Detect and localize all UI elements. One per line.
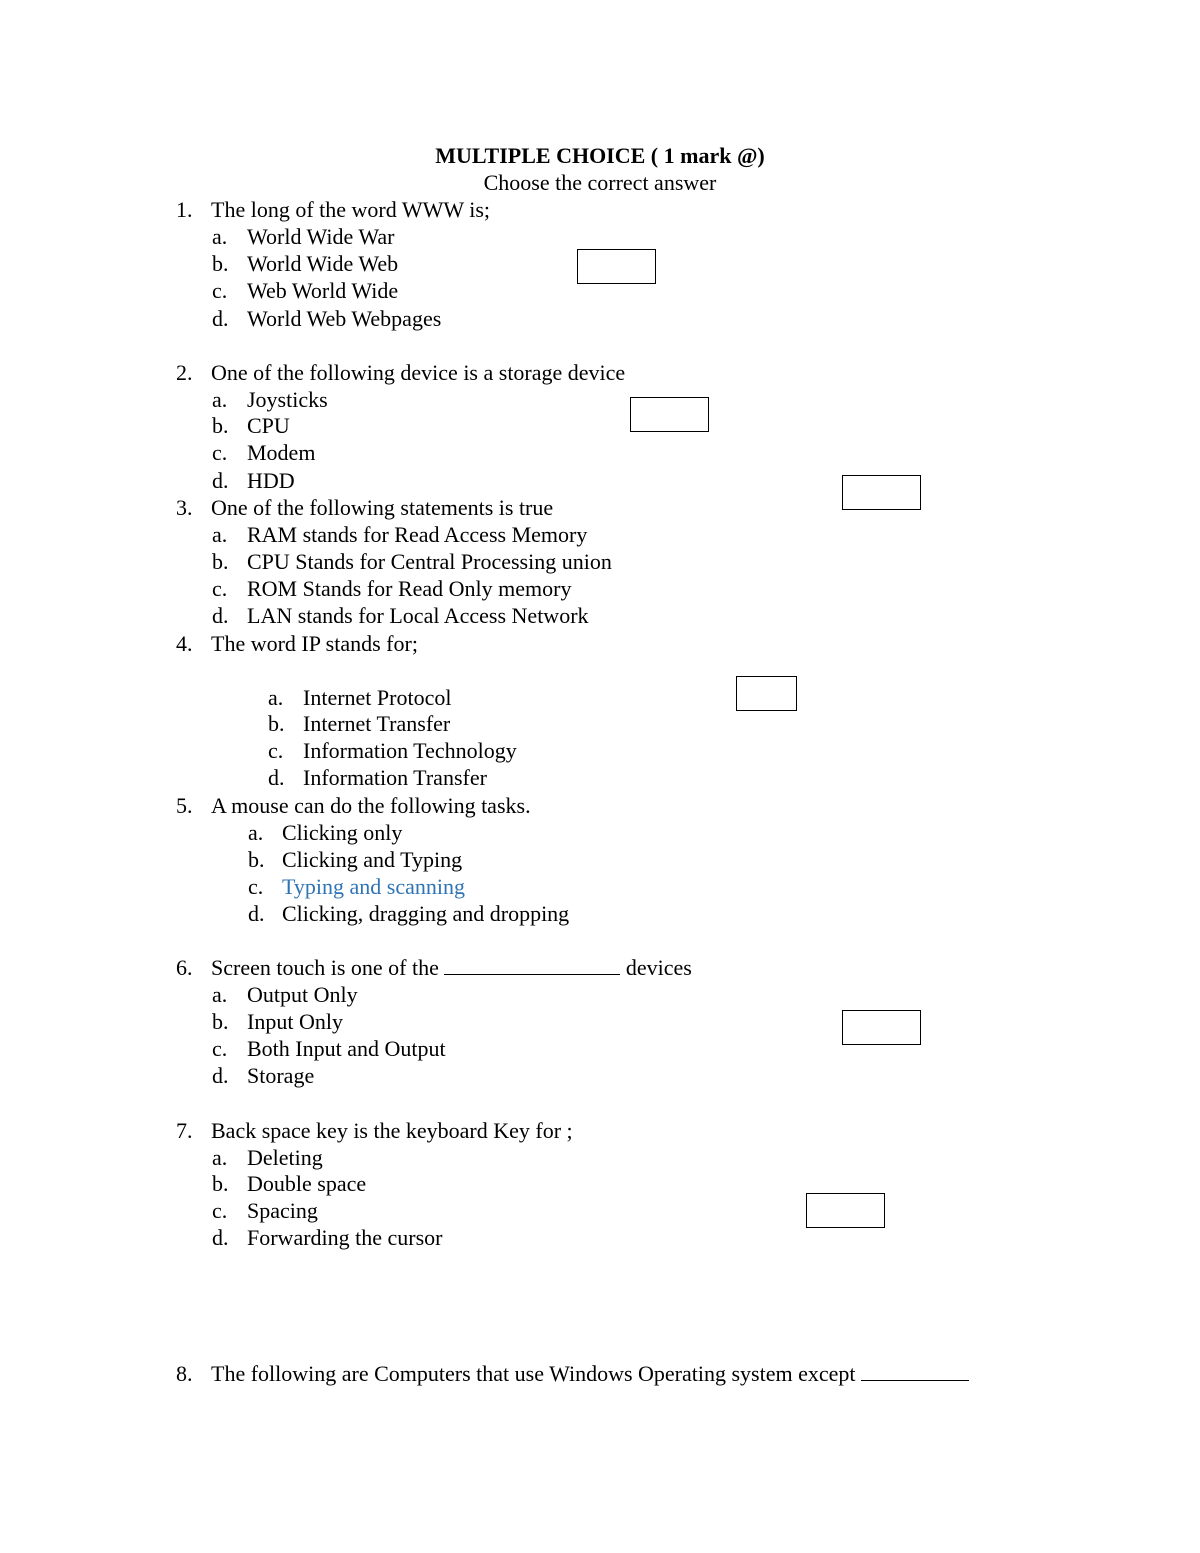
option-letter: d. bbox=[212, 1063, 229, 1088]
option-letter: b. bbox=[212, 251, 229, 276]
question-text bbox=[211, 954, 692, 982]
option-text: Web World Wide bbox=[247, 278, 399, 303]
question-text-after: devices bbox=[625, 955, 692, 980]
option-letter: d. bbox=[248, 901, 265, 926]
option-text: HDD bbox=[247, 468, 295, 493]
option-letter: c. bbox=[212, 440, 228, 465]
option-text: Internet Protocol bbox=[303, 685, 452, 710]
option-text: LAN stands for Local Access Network bbox=[247, 603, 589, 628]
answer-box[interactable] bbox=[577, 249, 656, 284]
option-text: CPU Stands for Central Processing union bbox=[247, 549, 612, 574]
option-letter: b. bbox=[212, 549, 229, 574]
option-letter: c. bbox=[212, 1036, 228, 1061]
option-text: Double space bbox=[247, 1171, 367, 1196]
option-text: Modem bbox=[247, 440, 316, 465]
question-number: 7. bbox=[176, 1118, 193, 1143]
question-text: A mouse can do the following tasks. bbox=[211, 793, 531, 818]
option-text: World Wide Web bbox=[247, 251, 399, 276]
option-letter: d. bbox=[212, 468, 229, 493]
option-letter: a. bbox=[212, 224, 228, 249]
answer-box[interactable] bbox=[736, 676, 797, 711]
option-text: Information Transfer bbox=[303, 765, 487, 790]
fill-in-blank[interactable] bbox=[444, 954, 620, 975]
option-letter: b. bbox=[212, 1171, 229, 1196]
option-text: Output Only bbox=[247, 982, 358, 1007]
option-letter: d. bbox=[268, 765, 285, 790]
option-letter: c. bbox=[212, 576, 228, 601]
option-letter: a. bbox=[212, 387, 228, 412]
question-text: Back space key is the keyboard Key for ; bbox=[211, 1118, 573, 1143]
option-text: Input Only bbox=[247, 1009, 343, 1034]
option-letter: a. bbox=[268, 685, 284, 710]
question-text-main: The following are Computers that use Windows Operating system except bbox=[211, 1361, 856, 1386]
question-number: 8. bbox=[176, 1361, 193, 1386]
option-text: Spacing bbox=[247, 1198, 318, 1223]
question-text: The long of the word WWW is; bbox=[211, 197, 491, 222]
option-text: Clicking, dragging and dropping bbox=[282, 901, 570, 926]
question-text-before: Screen touch is one of the bbox=[211, 955, 439, 980]
option-letter: b. bbox=[268, 711, 285, 736]
option-letter: c. bbox=[268, 738, 284, 763]
option-text: CPU bbox=[247, 413, 290, 438]
question-text: The word IP stands for; bbox=[211, 631, 418, 656]
answer-box[interactable] bbox=[630, 397, 709, 432]
option-text: World Wide War bbox=[247, 224, 395, 249]
option-text: Storage bbox=[247, 1063, 315, 1088]
answer-box[interactable] bbox=[806, 1193, 885, 1228]
question-text: One of the following statements is true bbox=[211, 495, 554, 520]
option-letter: d. bbox=[212, 306, 229, 331]
question-number: 2. bbox=[176, 360, 193, 385]
option-text: Clicking and Typing bbox=[282, 847, 463, 872]
option-letter: b. bbox=[248, 847, 265, 872]
answer-box[interactable] bbox=[842, 475, 921, 510]
option-text: Clicking only bbox=[282, 820, 403, 845]
instruction-text: Choose the correct answer bbox=[483, 170, 717, 195]
option-letter: d. bbox=[212, 1225, 229, 1250]
question-number: 5. bbox=[176, 793, 193, 818]
option-letter: c. bbox=[212, 1198, 228, 1223]
option-letter: a. bbox=[248, 820, 264, 845]
question-text bbox=[211, 1360, 969, 1388]
fill-in-blank[interactable] bbox=[861, 1360, 969, 1381]
option-text: Internet Transfer bbox=[303, 711, 451, 736]
option-letter: c. bbox=[212, 278, 228, 303]
option-text: Forwarding the cursor bbox=[247, 1225, 443, 1250]
option-text: RAM stands for Read Access Memory bbox=[247, 522, 588, 547]
option-text: Deleting bbox=[247, 1145, 323, 1170]
option-text: ROM Stands for Read Only memory bbox=[247, 576, 572, 601]
question-number: 1. bbox=[176, 197, 193, 222]
option-letter: a. bbox=[212, 982, 228, 1007]
question-text: One of the following device is a storage device bbox=[211, 360, 626, 385]
option-text: Information Technology bbox=[303, 738, 517, 763]
question-number: 3. bbox=[176, 495, 193, 520]
option-letter: a. bbox=[212, 1145, 228, 1170]
option-letter: c. bbox=[248, 874, 264, 899]
option-text: Joysticks bbox=[247, 387, 328, 412]
option-letter: a. bbox=[212, 522, 228, 547]
question-number: 6. bbox=[176, 955, 193, 980]
question-number: 4. bbox=[176, 631, 193, 656]
option-text-highlighted: Typing and scanning bbox=[282, 874, 465, 899]
option-letter: b. bbox=[212, 1009, 229, 1034]
option-letter: d. bbox=[212, 603, 229, 628]
section-title: MULTIPLE CHOICE ( 1 mark @) bbox=[435, 143, 765, 168]
option-letter: b. bbox=[212, 413, 229, 438]
option-text: World Web Webpages bbox=[247, 306, 442, 331]
option-text: Both Input and Output bbox=[247, 1036, 446, 1061]
answer-box[interactable] bbox=[842, 1010, 921, 1045]
